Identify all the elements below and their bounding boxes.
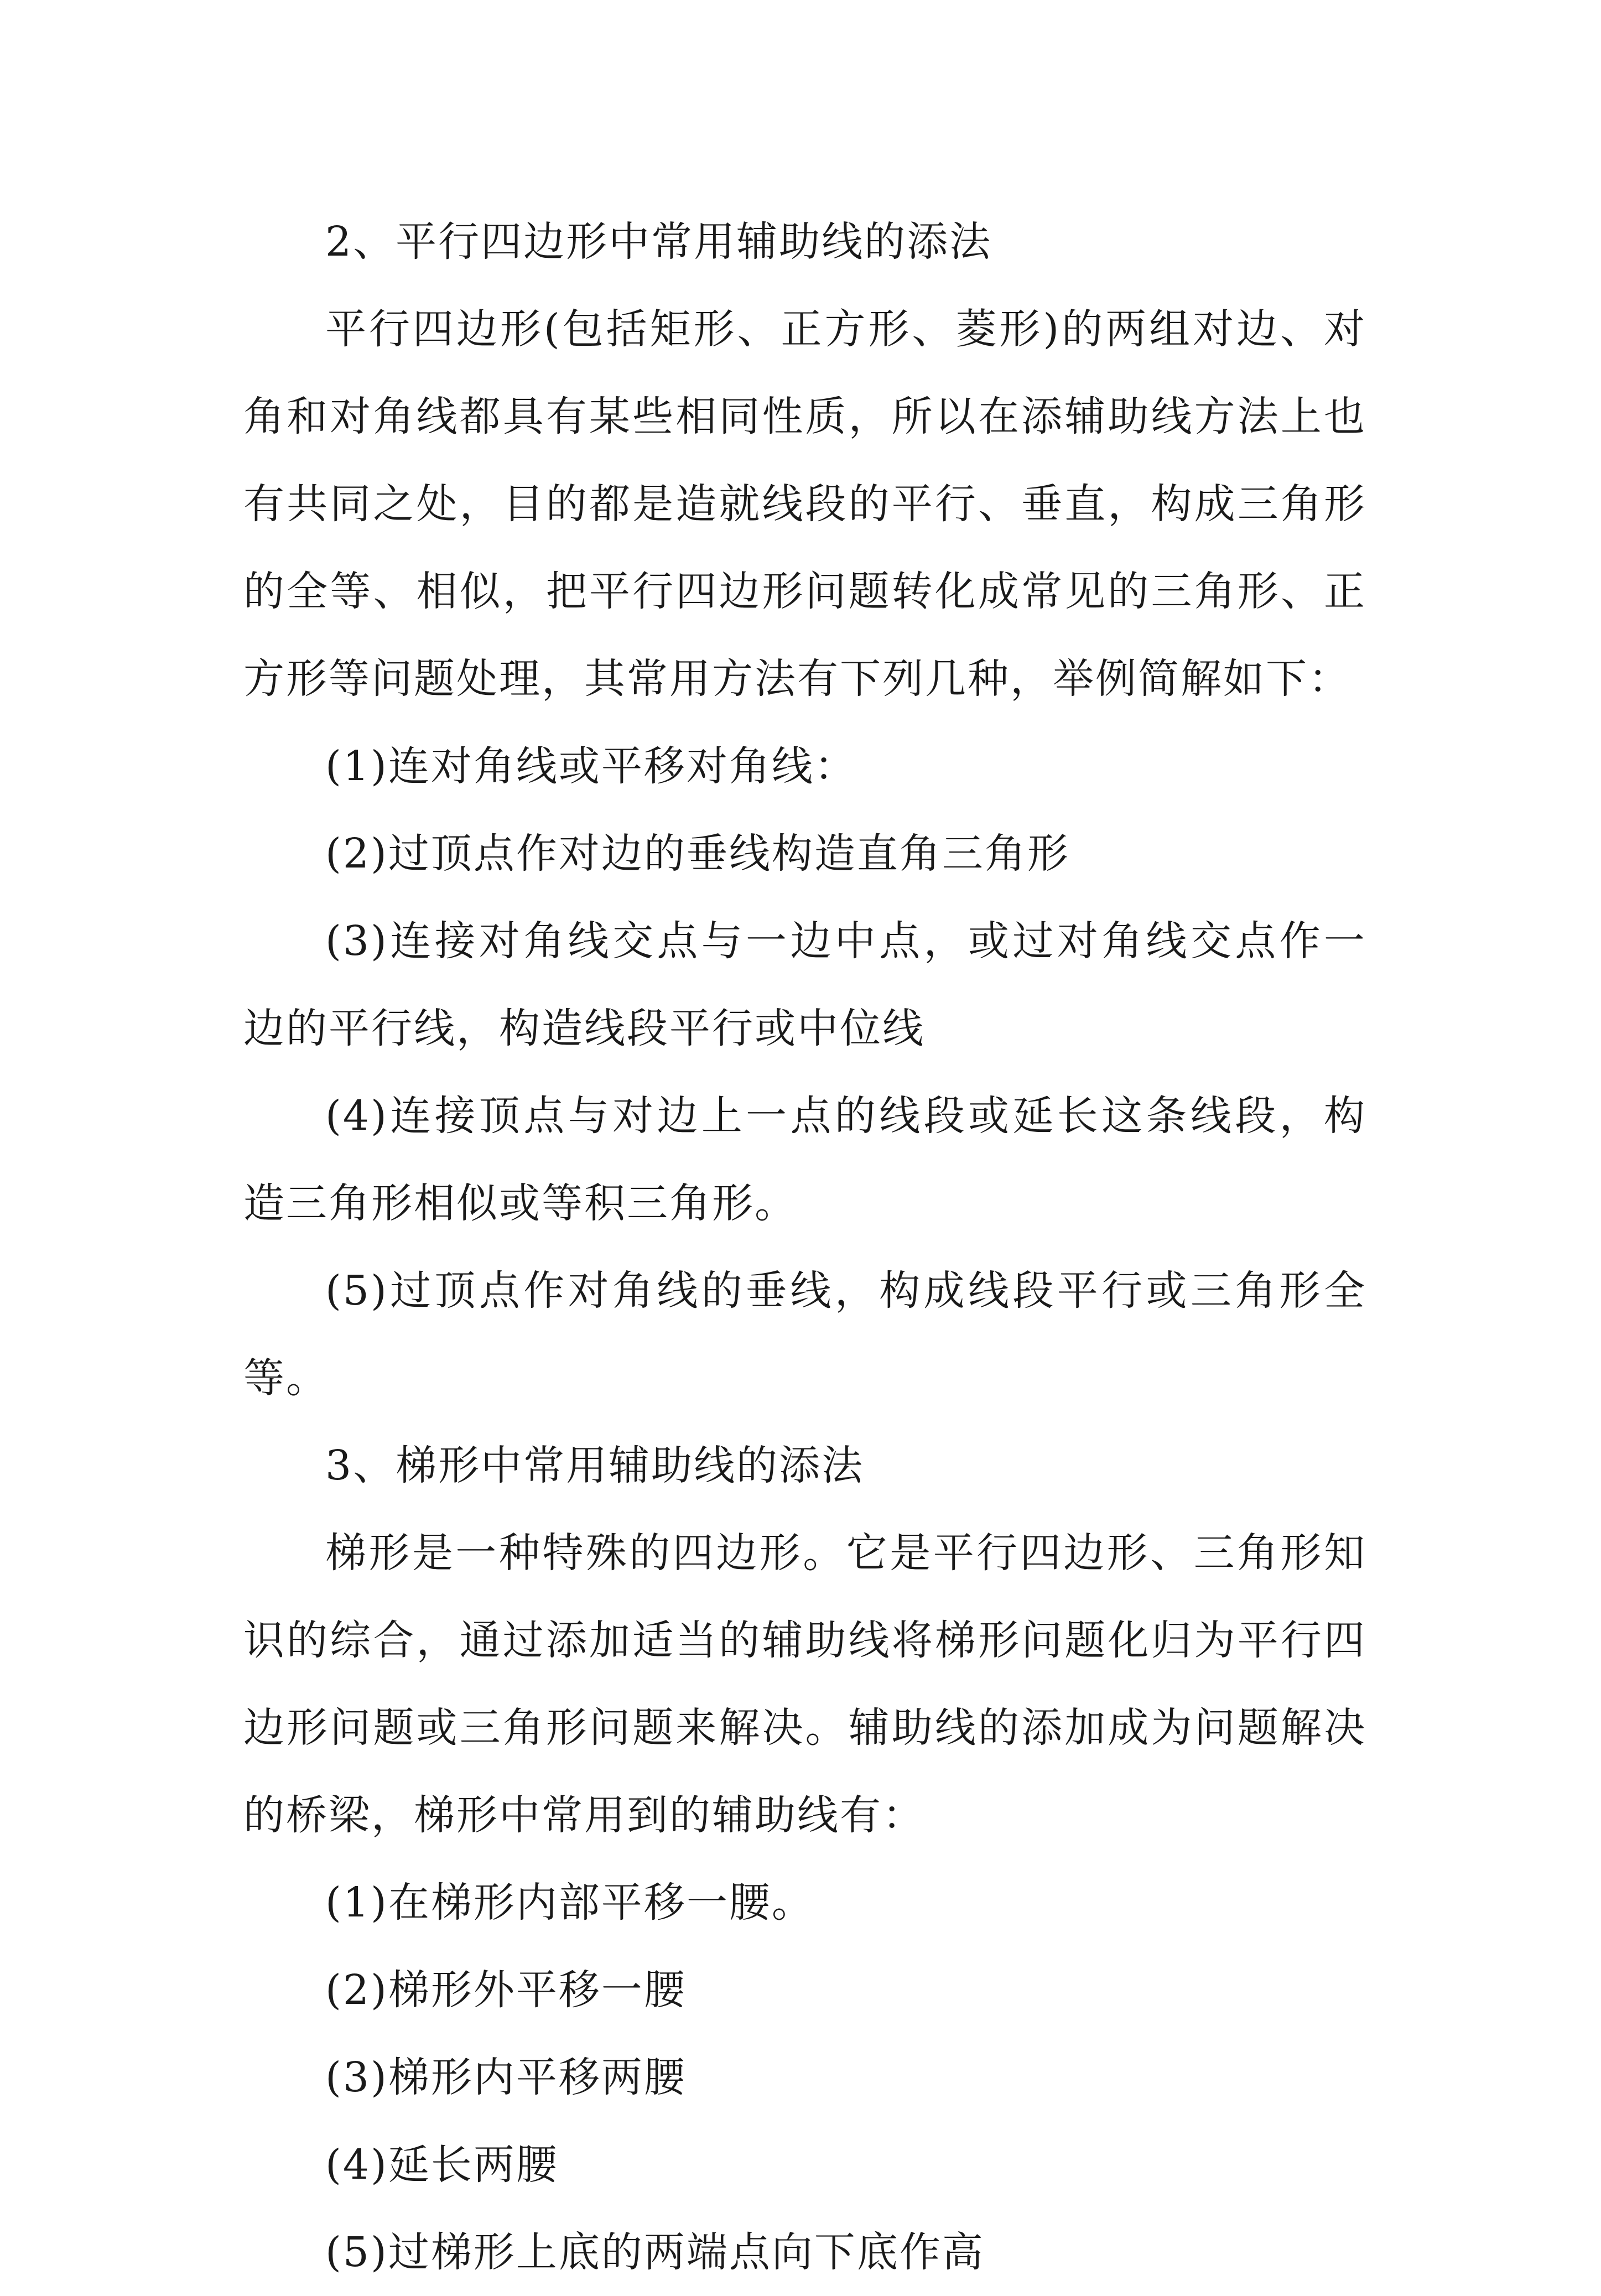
section-2-intro: 平行四边形(包括矩形、正方形、菱形)的两组对边、对角和对角线都具有某些相同性质，所以在添辅助线方法上也有共同之处，目的都是造就线段的平行、垂直，构成三角形的全等、相似，把平行四边形问题转化成常见的三角形、正方形等问题处理，其常用方法有下列几种，举例简解如下： [243, 305, 1366, 703]
section-2-item-3: (3)连接对角线交点与一边中点，或过对角线交点作一边的平行线，构造线段平行或中位线 [243, 917, 1366, 1052]
section-2-item-1: (1)连对角线或平移对角线： [325, 742, 857, 790]
section-3-intro: 梯形是一种特殊的四边形。它是平行四边形、三角形知识的综合，通过添加适当的辅助线将梯形问题化归为平行四边形问题或三角形问题来解决。辅助线的添加成为问题解决的桥梁，梯形中常用到的辅助线有： [243, 1529, 1366, 1839]
section-2-item-5: (5)过顶点作对角线的垂线，构成线段平行或三角形全等。 [243, 1267, 1366, 1402]
section-3-heading: 3、梯形中常用辅助线的添法 [325, 1442, 865, 1489]
section-3-item-5: (5)过梯形上底的两端点向下底作高 [325, 2229, 985, 2276]
section-3-item-4: (4)延长两腰 [325, 2141, 559, 2189]
section-3-item-1: (1)在梯形内部平移一腰。 [325, 1879, 814, 1926]
section-2-heading: 2、平行四边形中常用辅助线的添法 [325, 218, 992, 266]
section-2-item-2: (2)过顶点作对边的垂线构造直角三角形 [325, 830, 1070, 877]
document-body [243, 198, 1366, 2296]
section-3-item-2: (2)梯形外平移一腰 [325, 1966, 687, 2014]
section-2-item-4: (4)连接顶点与对边上一点的线段或延长这条线段，构造三角形相似或等积三角形。 [243, 1092, 1366, 1227]
section-3-item-3: (3)梯形内平移两腰 [325, 2054, 687, 2101]
